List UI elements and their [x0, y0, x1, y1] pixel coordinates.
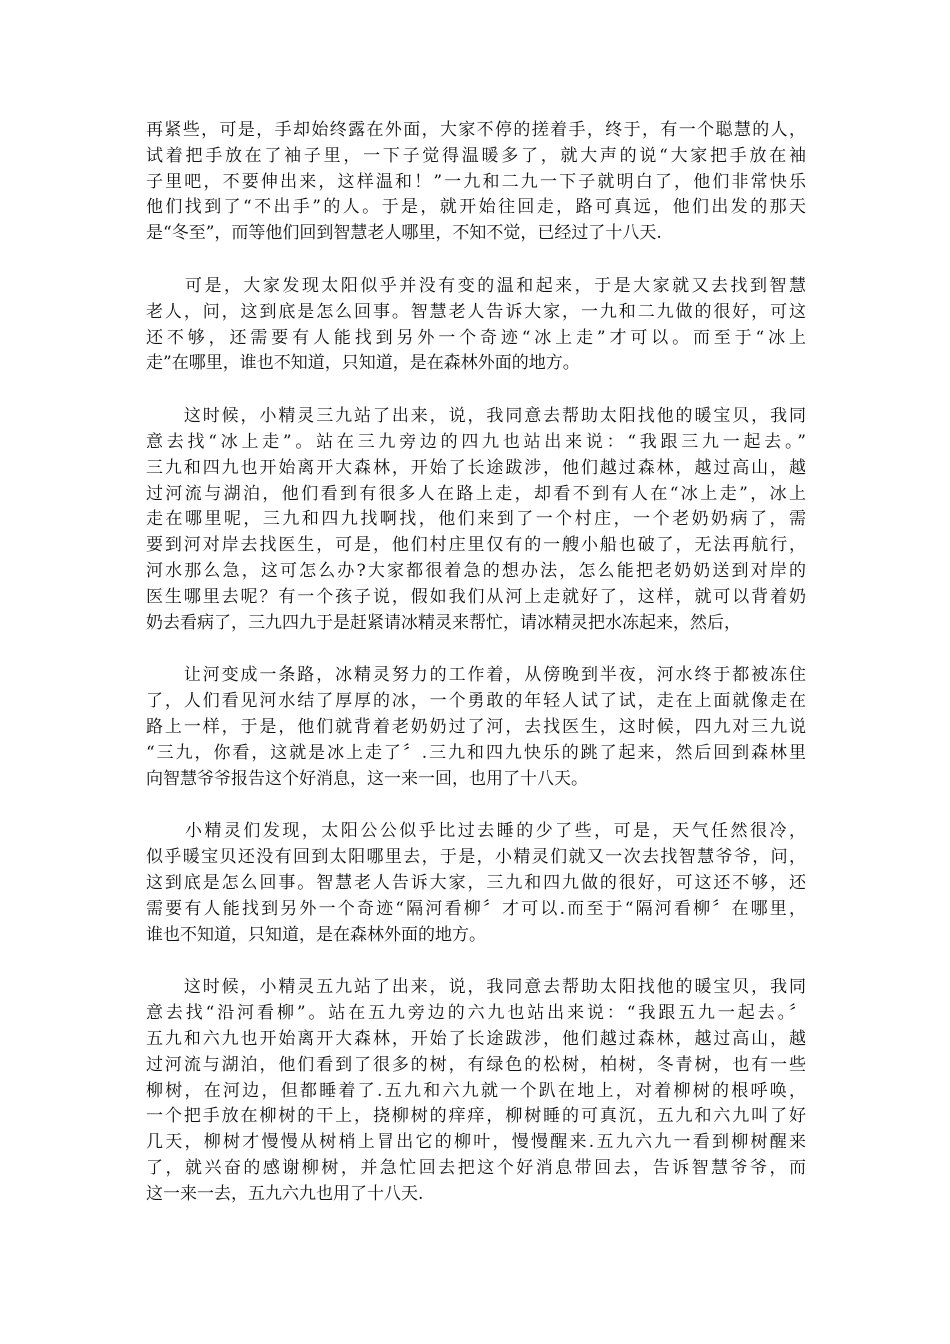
text-line: 需要有人能找到另外一个奇迹“隔河看柳〞才可以.而至于“隔河看柳〞在哪里， — [146, 898, 806, 919]
text-line: 路上一样，于是，他们就背着老奶奶过了河，去找医生，这时候，四九对三九说 — [146, 716, 806, 737]
text-line: 柳树，在河边，但都睡着了.五九和六九就一个趴在地上，对着柳树的根呼唤， — [146, 1080, 806, 1101]
text-line: 一个把手放在柳树的干上，挠柳树的痒痒，柳树睡的可真沉，五九和六九叫了好 — [146, 1106, 806, 1127]
paragraph — [146, 274, 806, 377]
text-line: 他们找到了“不出手”的人。于是，就开始往回走，路可真远，他们出发的那天 — [146, 197, 806, 218]
text-line: 这时候，小精灵三九站了出来，说，我同意去帮助太阳找他的暖宝贝，我同 — [146, 406, 806, 427]
text-line: 再紧些，可是，手却始终露在外面，大家不停的搓着手，终于，有一个聪慧的人， — [146, 120, 806, 140]
text-line: 过河流与湖泊，他们看到有很多人在路上走，却看不到有人在“冰上走”，冰上 — [146, 483, 806, 504]
text-line: 这时候，小精灵五九站了出来，说，我同意去帮助太阳找他的暖宝贝，我同 — [146, 977, 806, 998]
text-line: “三九，你看，这就是冰上走了〞.三九和四九快乐的跳了起来，然后回到森林里 — [146, 742, 806, 763]
text-line: 了，就兴奋的感谢柳树，并急忙回去把这个好消息带回去，告诉智慧爷爷，而 — [146, 1157, 806, 1178]
text-line: 似乎暖宝贝还没有回到太阳哪里去，于是，小精灵们就又一次去找智慧爷爷，问， — [146, 847, 806, 868]
text-line: 谁也不知道，只知道，是在森林外面的地方。 — [146, 924, 486, 945]
text-line: 可是，大家发现太阳似乎并没有变的温和起来，于是大家就又去找到智慧 — [146, 275, 806, 296]
text-line: 几天，柳树才慢慢从树梢上冒出它的柳叶，慢慢醒来.五九六九一看到柳树醒来 — [146, 1132, 806, 1153]
text-line: 是“冬至”，而等他们回到智慧老人哪里，不知不觉，已经过了十八天. — [146, 223, 662, 244]
text-line: 这一来一去，五九六九也用了十八天. — [146, 1183, 424, 1204]
paragraph — [146, 404, 806, 636]
text-line: 奶去看病了，三九四九于是赶紧请冰精灵来帮忙，请冰精灵把水冻起来，然后， — [146, 612, 741, 633]
text-line: 老人，问，这到底是怎么回事。智慧老人告诉大家，一九和二九做的很好，可这 — [146, 301, 806, 322]
text-line: 让河变成一条路，冰精灵努力的工作着，从傍晚到半夜，河水终于都被冻住 — [146, 665, 806, 686]
text-line: 试着把手放在了袖子里，一下子觉得温暖多了，就大声的说“大家把手放在袖 — [146, 145, 806, 166]
text-line: 五九和六九也开始离开大森林，开始了长途跋涉，他们越过森林，越过高山，越 — [146, 1028, 806, 1049]
paragraph — [146, 975, 806, 1207]
text-line: 这到底是怎么回事。智慧老人告诉大家，三九和四九做的很好，可这还不够，还 — [146, 872, 806, 893]
text-line: 了，人们看见河水结了厚厚的冰，一个勇敢的年轻人试了试，走在上面就像走在 — [146, 691, 806, 712]
text-line: 意去找“沿河看柳”。站在五九旁边的六九也站出来说：“我跟五九一起去。〞 — [146, 1003, 806, 1024]
text-line: 向智慧爷爷报告这个好消息，这一来一回，也用了十八天。 — [146, 768, 588, 789]
text-line: 三九和四九也开始离开大森林，开始了长途跋涉，他们越过森林，越过高山，越 — [146, 457, 806, 478]
document-body — [146, 118, 806, 1234]
text-line: 走在哪里呢，三九和四九找啊找，他们来到了一个村庄，一个老奶奶病了，需 — [146, 509, 806, 530]
text-line: 子里吧，不要伸出来，这样温和！”一九和二九一下子就明白了，他们非常快乐 — [146, 171, 806, 192]
paragraph — [146, 819, 806, 948]
text-line: 过河流与湖泊，他们看到了很多的树，有绿色的松树，柏树，冬青树，也有一些 — [146, 1054, 806, 1075]
text-line: 医生哪里去呢？有一个孩子说，假如我们从河上走就好了，这样，就可以背着奶 — [146, 586, 806, 607]
text-line: 小精灵们发现，太阳公公似乎比过去睡的少了些，可是，天气任然很冷， — [146, 821, 806, 842]
text-line: 河水那么急，这可怎么办?大家都很着急的想办法，怎么能把老奶奶送到对岸的 — [146, 560, 806, 581]
text-line: 走”在哪里，谁也不知道，只知道，是在森林外面的地方。 — [146, 353, 580, 374]
text-line: 要到河对岸去找医生，可是，他们村庄里仅有的一艘小船也破了，无法再航行， — [146, 535, 806, 556]
text-line: 意去找“冰上走”。站在三九旁边的四九也站出来说：“我跟三九一起去。” — [146, 431, 806, 452]
text-line: 还不够，还需要有人能找到另外一个奇迹“冰上走”才可以。而至于“冰上 — [146, 327, 806, 348]
paragraph — [146, 118, 806, 247]
paragraph — [146, 663, 806, 792]
